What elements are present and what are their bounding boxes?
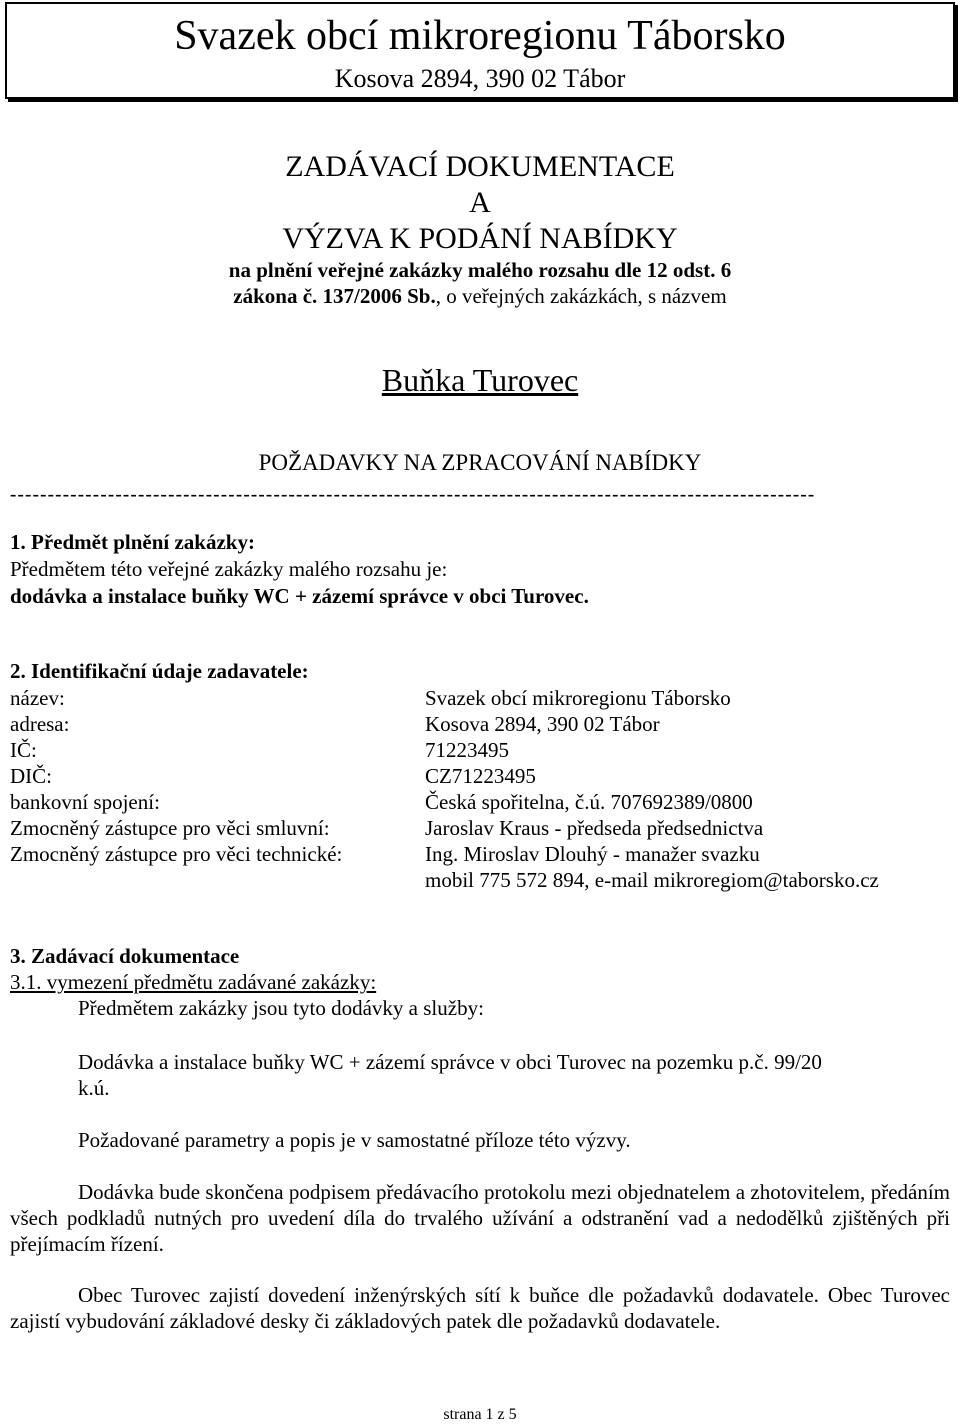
- id-value-ic: 71223495: [425, 738, 509, 762]
- doc-title-line5: [0, 283, 960, 309]
- section3-para2: Požadované parametry a popis je v samostatné příloze této výzvy.: [78, 1128, 631, 1152]
- id-label-ic: IČ:: [10, 738, 37, 762]
- doc-title-line2: A: [469, 186, 491, 219]
- doc-title-line1: ZADÁVACÍ DOKUMENTACE: [285, 150, 675, 183]
- id-value-nazev: Svazek obcí mikroregionu Táborsko: [425, 686, 731, 710]
- law-reference-rest: , o veřejných zakázkách, s názvem: [435, 284, 727, 308]
- project-name-wrap: [0, 361, 960, 399]
- doc-title-line4: na plnění veřejné zakázky malého rozsahu dle 12 odst. 6: [228, 258, 732, 282]
- id-label-adresa: adresa:: [10, 712, 70, 736]
- requirements-title: POŽADAVKY NA ZPRACOVÁNÍ NABÍDKY: [258, 450, 702, 475]
- section3-para4: Obec Turovec zajistí dovedení inženýrských sítí k buňce dle požadavků dodavatele. Obec Turovec zajistí vybudování základové desky či základových patek dle požadavků dodavatele.: [10, 1283, 950, 1333]
- id-label-nazev: název:: [10, 686, 65, 710]
- project-name: Buňka Turovec: [381, 362, 579, 398]
- header-box: [5, 2, 955, 99]
- section3-subheading: 3.1. vymezení předmětu zadávané zakázky:: [10, 970, 377, 994]
- section1-line1: Předmětem této veřejné zakázky malého rozsahu je:: [10, 557, 448, 581]
- section2-heading: 2. Identifikační údaje zadavatele:: [10, 659, 309, 683]
- separator-line: -----------------------------------------------------------------------------------------------------------: [10, 484, 816, 505]
- id-contact: mobil 775 572 894, e-mail mikroregiom@taborsko.cz: [425, 868, 879, 892]
- section1-line2: dodávka a instalace buňky WC + zázemí správce v obci Turovec.: [10, 584, 589, 608]
- id-label-rep-contract: Zmocněný zástupce pro věci smluvní:: [10, 816, 330, 840]
- id-value-dic: CZ71223495: [425, 764, 536, 788]
- organization-address: Kosova 2894, 390 02 Tábor: [334, 64, 626, 93]
- section1-heading: 1. Předmět plnění zakázky:: [10, 530, 255, 554]
- section3-para1-line1: Dodávka a instalace buňky WC + zázemí správce v obci Turovec na pozemku p.č. 99/20: [78, 1050, 822, 1074]
- id-value-adresa: Kosova 2894, 390 02 Tábor: [425, 712, 660, 736]
- organization-title: Svazek obcí mikroregionu Táborsko: [174, 13, 786, 59]
- section3-heading: 3. Zadávací dokumentace: [10, 944, 240, 968]
- section3-para1-line2: k.ú.: [78, 1076, 110, 1100]
- section3-intro: Předmětem zakázky jsou tyto dodávky a služby:: [78, 996, 484, 1020]
- id-value-bank: Česká spořitelna, č.ú. 707692389/0800: [425, 790, 753, 814]
- page-number: strana 1 z 5: [443, 1406, 517, 1423]
- id-label-bank: bankovní spojení:: [10, 790, 160, 814]
- id-value-rep-technical: Ing. Miroslav Dlouhý - manažer svazku: [425, 842, 760, 866]
- id-label-rep-technical: Zmocněný zástupce pro věci technické:: [10, 842, 343, 866]
- law-reference: zákona č. 137/2006 Sb.: [233, 284, 436, 308]
- id-label-dic: DIČ:: [10, 764, 52, 788]
- section3-para3: Dodávka bude skončena podpisem předávacího protokolu mezi objednatelem a zhotovitelem, předáním všech podkladů nutných pro uvedení díla do trvalého užívání a odstranění vad a nedodělků zjištěných při přejímacím řízení.: [10, 1180, 950, 1256]
- id-value-rep-contract: Jaroslav Kraus - předseda předsednictva: [425, 816, 764, 840]
- doc-title-line3: VÝZVA K PODÁNÍ NABÍDKY: [282, 222, 678, 255]
